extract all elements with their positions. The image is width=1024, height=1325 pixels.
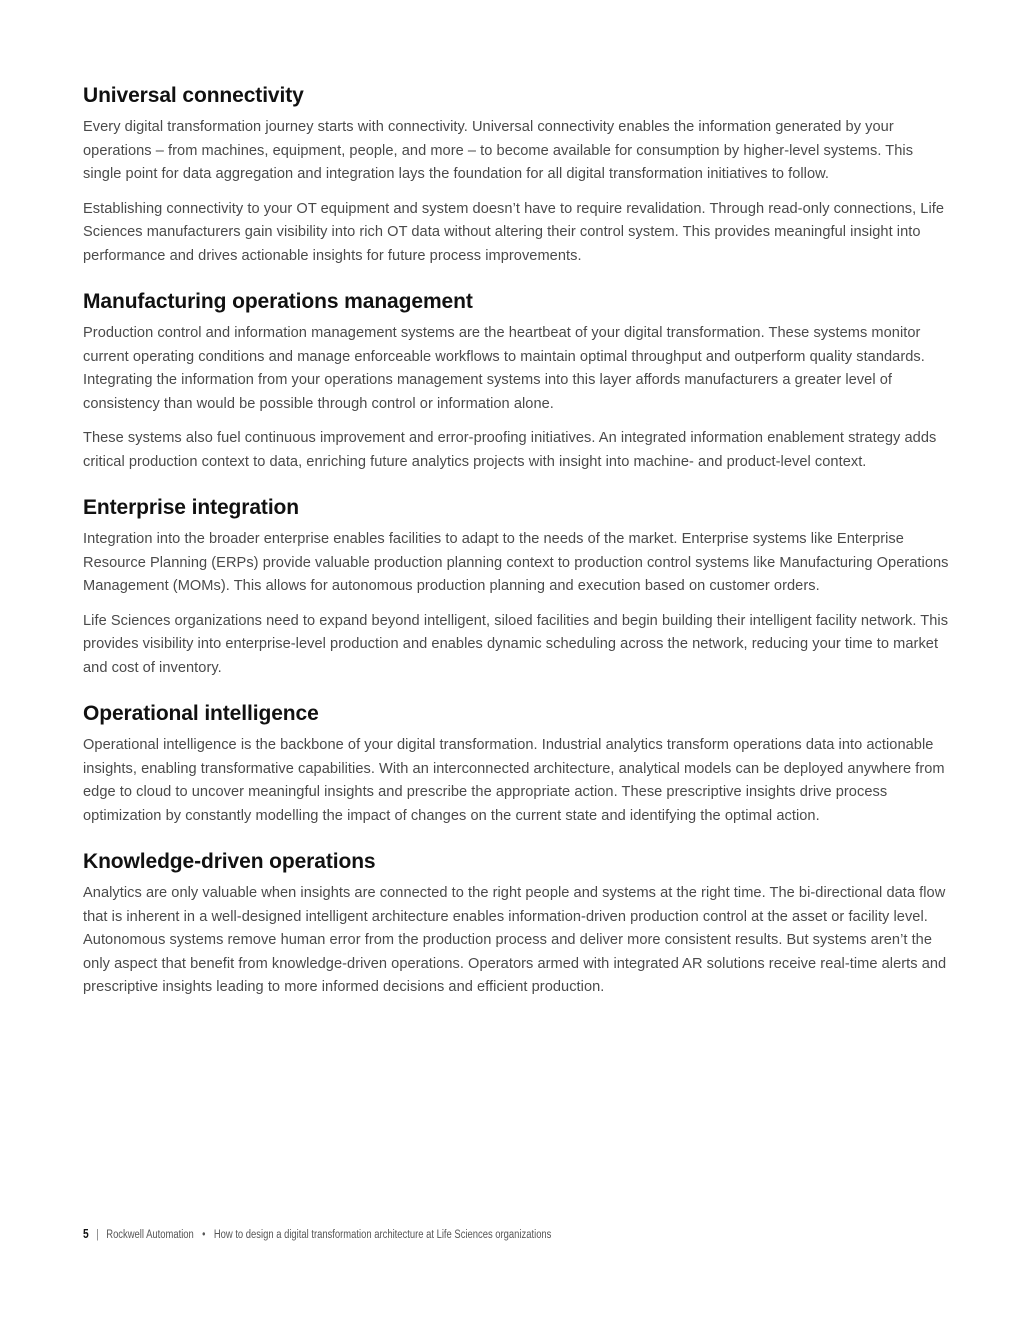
section-universal-connectivity: [83, 82, 953, 268]
bullet-icon: •: [202, 1229, 206, 1241]
section-heading: Operational intelligence: [83, 702, 319, 725]
section-paragraph: Every digital transformation journey starts with connectivity. Universal connectivity enables the information generated by your operations – from machines, equipment, people, and more – to become available for consumption by higher-level systems. This single point for data aggregation and integration lays the foundation for all digital transformation initiatives to follow.: [83, 119, 914, 182]
page-footer: [83, 1227, 551, 1241]
section-paragraph: Production control and information management systems are the heartbeat of your digital transformation. These systems monitor current operating conditions and manage enforceable workflows to maintain optimal throughput and outperform quality standards. Integrating the information from your operations management systems into this layer affords manufacturers a greater level of consistency than would be possible through control or information alone.: [83, 325, 925, 412]
section-paragraph: Integration into the broader enterprise enables facilities to adapt to the needs of the market. Enterprise systems like Enterprise Resource Planning (ERPs) provide valuable production planning context to production control systems like Manufacturing Operations Management (MOMs). This allows for autonomous production planning and execution based on customer orders.: [83, 531, 949, 594]
page-number: 5: [83, 1227, 89, 1241]
section-operational-intelligence: [83, 700, 953, 828]
section-heading: Manufacturing operations management: [83, 290, 473, 313]
section-paragraph: These systems also fuel continuous improvement and error-proofing initiatives. An integrated information enablement strategy adds critical production context to data, enriching future analytics projects with insight into machine- and product-level context.: [83, 430, 937, 470]
footer-document-title: How to design a digital transformation architecture at Life Sciences organizations: [213, 1229, 552, 1241]
section-paragraph: Analytics are only valuable when insights are connected to the right people and systems at the right time. The bi-directional data flow that is inherent in a well-designed intelligent architecture enables information-driven production control at the asset or facility level. Autonomous systems remove human error from the production process and deliver more consistent results. But systems aren’t the only aspect that benefit from knowledge-driven operations. Operators armed with integrated AR solutions receive real-time alerts and prescriptive insights leading to more informed decisions and efficient production.: [83, 885, 947, 995]
section-enterprise-integration: [83, 494, 953, 680]
section-heading: Universal connectivity: [83, 84, 304, 107]
section-heading: Knowledge-driven operations: [83, 850, 376, 873]
section-heading: Enterprise integration: [83, 496, 300, 519]
section-manufacturing-operations-management: [83, 288, 953, 474]
section-paragraph: Life Sciences organizations need to expand beyond intelligent, siloed facilities and begin building their intelligent facility network. This provides visibility into enterprise-level production and enables dynamic scheduling across the network, reducing your time to market and cost of inventory.: [83, 612, 949, 676]
section-paragraph: Operational intelligence is the backbone of your digital transformation. Industrial analytics transform operations data into actionable insights, enabling transformative capabilities. With an interconnected architecture, analytical models can be deployed anywhere from edge to cloud to uncover meaningful insights and prescribe the appropriate action. These prescriptive insights drive process optimization by constantly modelling the impact of changes on the current state and identifying the optimal action.: [83, 737, 945, 824]
footer-separator: |: [96, 1229, 99, 1241]
section-paragraph: Establishing connectivity to your OT equipment and system doesn’t have to require revalidation. Through read-only connections, Life Sciences manufacturers gain visibility into rich OT data without altering their control system. This provides meaningful insight into performance and drives actionable insights for future process improvements.: [83, 200, 945, 264]
section-knowledge-driven-operations: [83, 848, 953, 1000]
footer-company: Rockwell Automation: [106, 1229, 194, 1241]
document-body: [83, 82, 953, 1020]
